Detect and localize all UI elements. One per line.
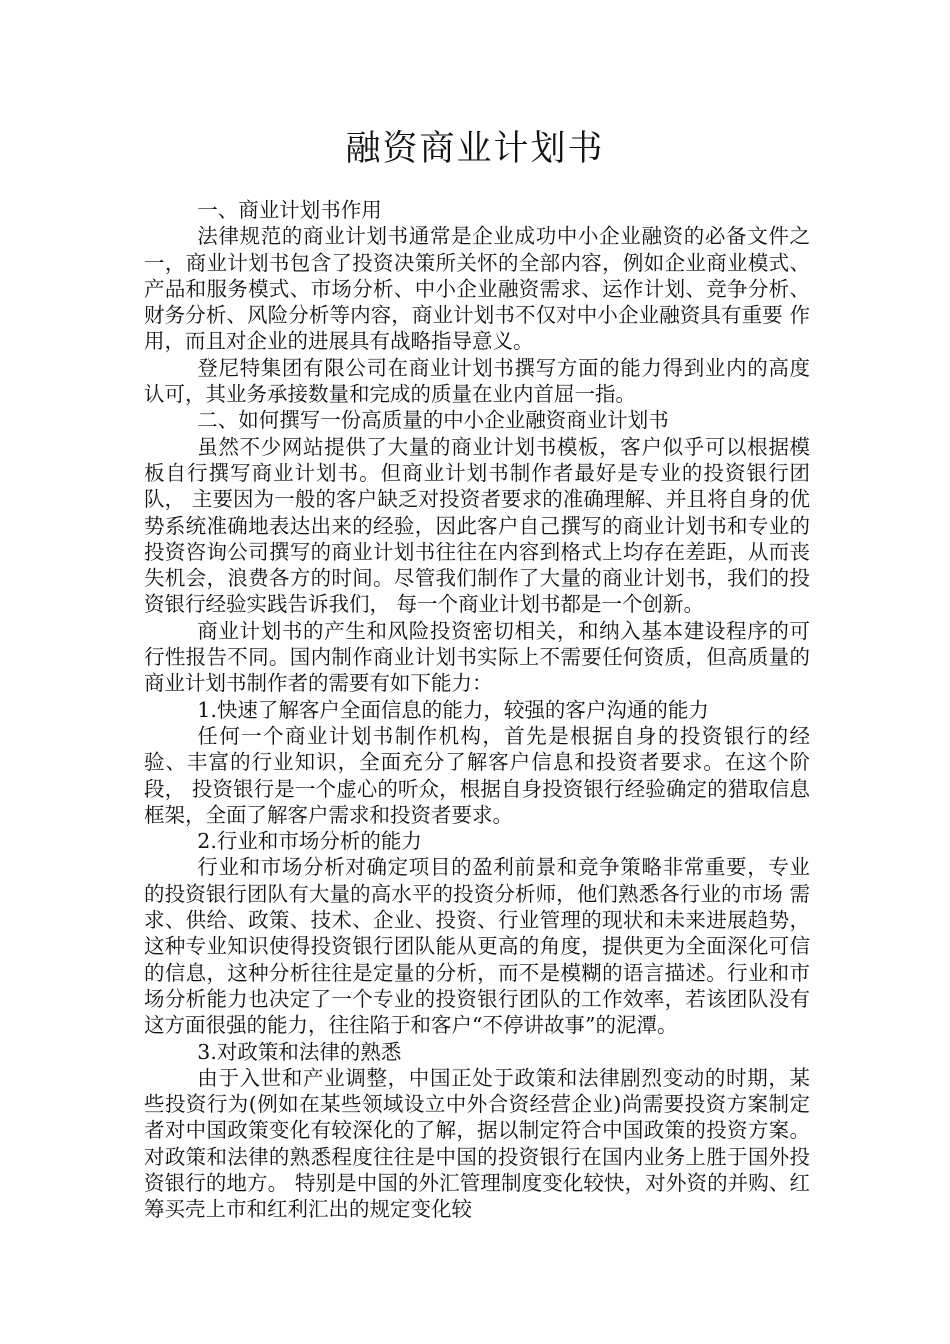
paragraph-templates: 虽然不少网站提供了大量的商业计划书模板，客户似乎可以根据模板自行撰写商业计划书。但商业计划书制作者最好是专业的投资银行团队， 主要因为一般的客户缺乏对投资者要求的准确理解、并且将自身的优势系统准确地表达出来的经验，因此客户自己撰写的商业计划书和专业的投资咨询公司撰写的商业计划书往往在内容到格式上均存在差距，从而丧失机会，浪费各方的时间。尽管我们制作了大量的商业计划书，我们的投资银行经验实践告诉我们， 每一个商业计划书都是一个创新。	[144, 434, 810, 617]
paragraph-ability-1: 任何一个商业计划书制作机构，首先是根据自身的投资银行的经验、丰富的行业知识，全面充分了解客户信息和投资者要求。在这个阶段， 投资银行是一个虚心的听众，根据自身投资银行经验确定的猎取信息框架，全面了解客户需求和投资者要求。	[144, 723, 810, 827]
subheading-ability-1: 1.快速了解客户全面信息的能力，较强的客户沟通的能力	[197, 697, 709, 722]
document-title: 融资商业计划书	[345, 129, 605, 169]
paragraph-ability-2: 行业和市场分析对确定项目的盈利前景和竞争策略非常重要，专业的投资银行团队有大量的高水平的投资分析师，他们熟悉各行业的市场 需求、供给、政策、技术、企业、投资、行业管理的现状和未来进展趋势，这种专业知识使得投资银行团队能从更高的角度，提供更为全面深化可信的信息，这种分析往往是定量的分析，而不是模糊的语言描述。行业和市场分析能力也决定了一个专业的投资银行团队的工作效率，若该团队没有这方面很强的能力，往往陷于和客户“不停讲故事”的泥潭。	[144, 855, 810, 1038]
paragraph-company: 登尼特集团有限公司在商业计划书撰写方面的能力得到业内的高度认可，其业务承接数量和完成的质量在业内首屈一指。	[144, 355, 810, 407]
paragraph-abilities-intro: 商业计划书的产生和风险投资密切相关，和纳入基本建设程序的可行性报告不同。国内制作商业计划书实际上不需要任何资质，但高质量的商业计划书制作者的需要有如下能力：	[144, 618, 810, 696]
subheading-ability-2: 2.行业和市场分析的能力	[197, 829, 422, 854]
paragraph-ability-3: 由于入世和产业调整，中国正处于政策和法律剧烈变动的时期，某些投资行为(例如在某些领域设立中外合资经营企业)尚需要投资方案制定者对中国政策变化有较深化的了解，据以制定符合中国政策的投资方案。对政策和法律的熟悉程度往往是中国的投资银行在国内业务上胜于国外投资银行的地方。 特别是中国的外汇管理制度变化较快，对外资的并购、红筹买壳上市和红利汇出的规定变化较	[144, 1065, 810, 1222]
section-heading-1: 一、商业计划书作用	[197, 198, 382, 222]
paragraph-purpose: 法律规范的商业计划书通常是企业成功中小企业融资的必备文件之一，商业计划书包含了投资决策所关怀的全部内容，例如企业商业模式、产品和服务模式、市场分析、中小企业融资需求、运作计划、竞争分析、财务分析、风险分析等内容，商业计划书不仅对中小企业融资具有重要 作用，而且对企业的进展具有战略指导意义。	[144, 224, 810, 354]
document-body	[144, 197, 810, 1223]
subheading-ability-3: 3.对政策和法律的熟悉	[197, 1039, 402, 1064]
section-heading-2: 二、如何撰写一份高质量的中小企业融资商业计划书	[197, 408, 669, 433]
